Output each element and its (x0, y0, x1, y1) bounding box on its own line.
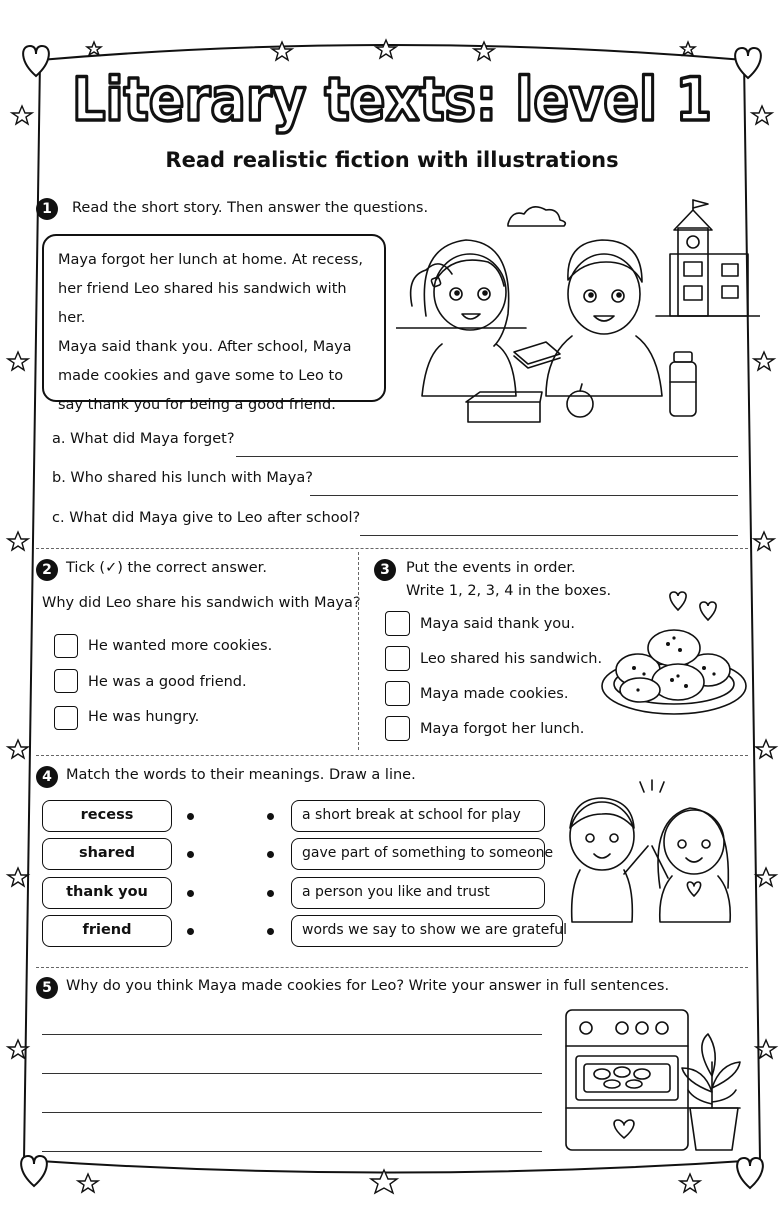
match-dot[interactable] (187, 890, 194, 897)
match-word[interactable]: shared (42, 838, 172, 870)
section-3-instruction: Put the events in order. (406, 560, 576, 576)
match-dot[interactable] (267, 890, 274, 897)
option-label: He wanted more cookies. (88, 638, 273, 654)
heart-icon (737, 1158, 763, 1188)
match-meaning[interactable]: a short break at school for play (291, 800, 545, 832)
plate-of-cookies-illustration (598, 590, 754, 720)
section-2-number: 2 (36, 559, 58, 581)
section-3-number: 3 (374, 559, 396, 581)
section-4-number: 4 (36, 766, 58, 788)
story-line: her friend Leo shared his sandwich with her. (58, 281, 347, 326)
match-dot[interactable] (187, 851, 194, 858)
section-3-instruction-2: Write 1, 2, 3, 4 in the boxes. (406, 583, 612, 599)
question-b: b. Who shared his lunch with Maya? (52, 470, 313, 486)
boy-figure (570, 798, 648, 922)
apple-icon (567, 384, 593, 417)
event-label: Maya said thank you. (420, 616, 575, 632)
oven-icon (566, 1010, 688, 1150)
writing-line[interactable] (42, 1151, 542, 1152)
section-divider (36, 967, 748, 968)
question-a: a. What did Maya forget? (52, 431, 235, 447)
children-high-five-illustration (560, 778, 748, 930)
question-c: c. What did Maya give to Leo after school? (52, 510, 361, 526)
section-2-question: Why did Leo share his sandwich with Maya? (42, 595, 361, 611)
order-box[interactable] (385, 716, 410, 741)
story-line: Maya forgot her lunch at home. At recess, (58, 252, 364, 268)
bottle-icon (670, 352, 696, 416)
story-box (42, 234, 386, 413)
story-line: made cookies and gave some to Leo to (58, 368, 344, 384)
match-dot[interactable] (187, 928, 194, 935)
order-box[interactable] (385, 611, 410, 636)
children-sharing-lunch-illustration (396, 196, 760, 430)
event-label: Maya made cookies. (420, 686, 569, 702)
boy-figure (546, 240, 662, 396)
section-divider (36, 548, 748, 549)
tick-box[interactable] (54, 634, 78, 658)
match-meaning[interactable]: gave part of something to someone (291, 838, 545, 870)
match-dot[interactable] (267, 928, 274, 935)
section-1-instruction: Read the short story. Then answer the questions. (72, 200, 429, 216)
writing-line[interactable] (42, 1073, 542, 1074)
match-dot[interactable] (187, 813, 194, 820)
heart-icon (670, 592, 686, 610)
order-box[interactable] (385, 646, 410, 671)
section-1-number: 1 (36, 198, 58, 220)
match-dot[interactable] (267, 813, 274, 820)
match-dot[interactable] (267, 851, 274, 858)
match-word[interactable]: thank you (42, 877, 172, 909)
heart-icon (700, 602, 716, 620)
story-line: say thank you for being a good friend. (58, 397, 336, 413)
section-divider (36, 755, 748, 756)
match-word[interactable]: friend (42, 915, 172, 947)
writing-line[interactable] (42, 1112, 542, 1113)
option-label: He was hungry. (88, 709, 200, 725)
writing-line[interactable] (42, 1034, 542, 1035)
girl-figure (652, 808, 730, 922)
column-divider (358, 552, 359, 750)
oven-and-plant-illustration (562, 1006, 748, 1154)
page-title (40, 50, 744, 140)
page-subtitle: Read realistic fiction with illustrations (165, 148, 619, 172)
cloud-icon (508, 207, 565, 226)
order-box[interactable] (385, 681, 410, 706)
answer-line-a[interactable] (236, 456, 738, 457)
school-building-icon (656, 200, 760, 316)
event-label: Maya forgot her lunch. (420, 721, 585, 737)
section-4-instruction: Match the words to their meanings. Draw a line. (66, 767, 416, 783)
event-label: Leo shared his sandwich. (420, 651, 603, 667)
match-meaning[interactable]: words we say to show we are grateful (291, 915, 563, 947)
svg-text:Literary texts: level 1: Literary texts: level 1 (72, 65, 712, 135)
tick-box[interactable] (54, 706, 78, 730)
sandwich-icon (514, 342, 560, 368)
heart-icon (21, 1156, 47, 1186)
option-label: He was a good friend. (88, 674, 247, 690)
answer-line-c[interactable] (360, 535, 738, 536)
tick-box[interactable] (54, 669, 78, 693)
heart-icon (614, 1120, 634, 1138)
match-word[interactable]: recess (42, 800, 172, 832)
story-line: Maya said thank you. After school, Maya (58, 339, 352, 355)
potted-plant-icon (682, 1034, 740, 1150)
section-5-instruction: Why do you think Maya made cookies for Leo? Write your answer in full sentences. (66, 978, 670, 994)
section-2-instruction: Tick (✓) the correct answer. (66, 560, 267, 576)
match-meaning[interactable]: a person you like and trust (291, 877, 545, 909)
answer-line-b[interactable] (310, 495, 738, 496)
section-5-number: 5 (36, 977, 58, 999)
